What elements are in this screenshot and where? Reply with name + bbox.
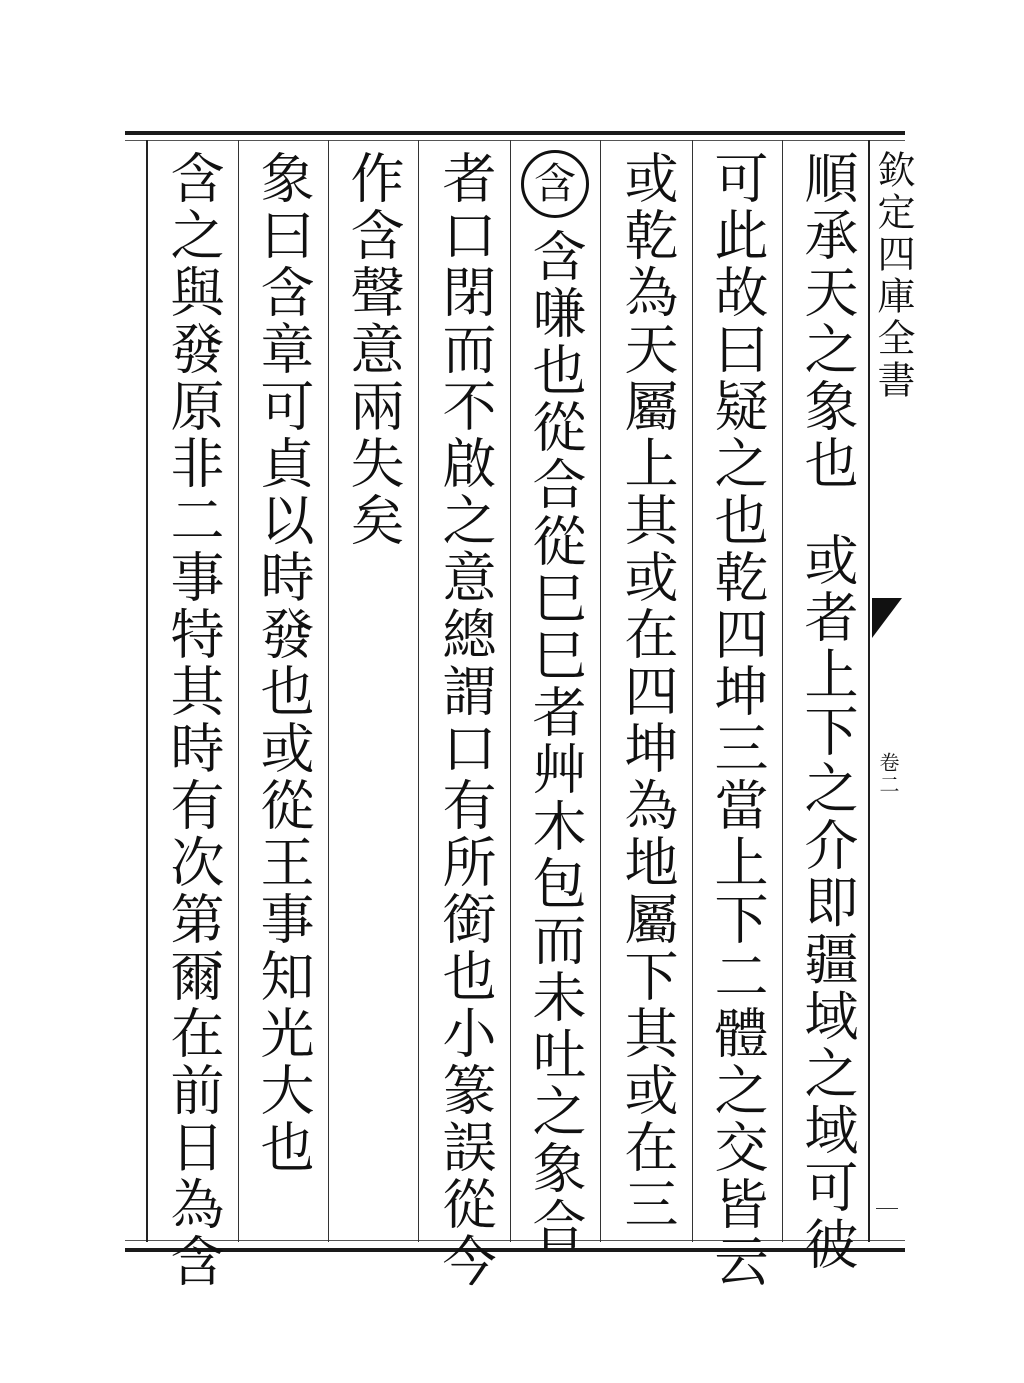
- text-column-2: [702, 150, 772, 1290]
- text-column-8: [158, 150, 228, 1290]
- top-border-rule: [125, 131, 905, 135]
- column-text: 者口閉而不啟之意總謂口有所銜也小篆誤從今: [434, 150, 497, 1290]
- bottom-border-inner-rule: [125, 1240, 905, 1241]
- column-text: 作含聲意兩失矣: [342, 150, 405, 549]
- text-column-4: [520, 150, 590, 1254]
- column-text: 可此故曰疑之也乾四坤三當上下二體之交皆云: [706, 150, 769, 1290]
- text-column-7: [248, 150, 318, 1235]
- column-divider: [510, 140, 511, 1242]
- text-column-5: [430, 150, 500, 1290]
- column-divider: [600, 140, 601, 1242]
- column-divider: [418, 140, 419, 1242]
- column-text: 含之與發原非二事特其時有次第爾在前日為含: [162, 150, 225, 1290]
- column-divider: [692, 140, 693, 1242]
- top-border-inner-rule: [125, 140, 905, 141]
- left-frame-line: [146, 140, 148, 1242]
- fish-tail-ornament: [872, 598, 902, 638]
- column-text: 象曰含章可貞以時發也或從王事知光大也: [252, 150, 315, 1176]
- book-title: 欽定四庫全書: [871, 150, 915, 402]
- column-divider: [782, 140, 783, 1242]
- volume-number: 卷二: [876, 752, 900, 796]
- column-text: 順承天之象也: [796, 150, 859, 492]
- column-divider: [328, 140, 329, 1242]
- text-column-6: [338, 150, 408, 1235]
- column-text: 含嗛也從合從巳巳者艸木包而未吐之象合: [524, 228, 587, 1254]
- block-heart-margin: [871, 140, 915, 1242]
- margin-tick-mark: [876, 1208, 898, 1209]
- column-text: 或乾為天屬上其或在四坤為地屬下其或在三: [616, 150, 679, 1233]
- right-frame-line: [868, 140, 870, 1242]
- column-divider: [238, 140, 239, 1242]
- bottom-border-rule: [125, 1248, 905, 1252]
- text-column-3: [612, 150, 682, 1235]
- column-text-commentary: 或者上下之介即疆域之域可彼: [796, 532, 859, 1273]
- circled-headword: 含: [521, 150, 589, 218]
- text-column-1: [792, 150, 862, 1273]
